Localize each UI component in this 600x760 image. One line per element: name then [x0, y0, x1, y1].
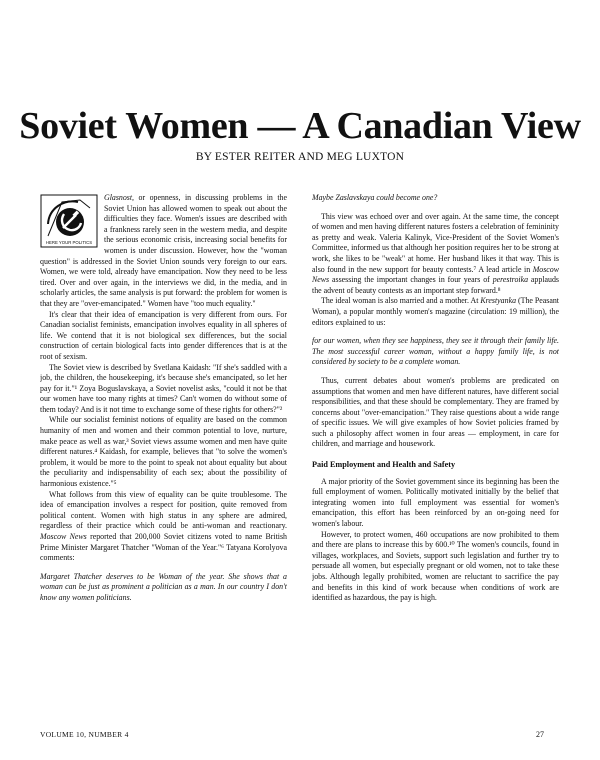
left-column	[40, 193, 287, 713]
paragraph-8: Thus, current debates about women's problems are predicated on assumptions that women and men have different natures, have different social responsibilities, and that these should be complementary. They are framed by concerns about "over-emancipation." They raise questions about a wide range of specific issues. We will give examples of how Soviet policies framed by such a philosophy affect women in four areas — employment, in care for children, and marriage and housework.	[312, 375, 559, 449]
paragraph-3: The Soviet view is described by Svetlana Kaidash: "If she's saddled with a job, the children, the housekeeping, it's because she's emancipated, so let her pay for it."¹ Zoya Boguslavskaya, a Soviet novelist asks, "could it not be that our women have too many rights at times? Can't women do without some of them today? And is it not time to exchange some of these rights for others?"²	[40, 362, 287, 414]
page-number: 27	[536, 730, 544, 739]
paragraph-5-end: reported that 200,000 Soviet citizens voted to name British Prime Minister Margaret Thatcher "Woman of the Year."⁶ Tatyana Korolyova comments:	[40, 532, 287, 563]
article-byline: BY ESTER REITER AND MEG LUXTON	[195, 151, 405, 163]
paragraph-2: It's clear that their idea of emancipation is very different from ours. For Canadian socialist feminists, emancipation involves equality in all spheres of life. We contend that it is not biological sex differences, but the social construction of certain biological facts into gender differences that is at the root of sexism.	[40, 309, 287, 361]
article-title: Soviet Women — A Canadian View	[19, 105, 581, 147]
paragraph-5-start: What follows from this view of equality can be quite troublesome. The idea of emancipation involves a respect for position, quite removed from political content. Women with high status in any sphere are admired, regardless of their practice which could be anti-woman and reactionary.	[40, 489, 287, 531]
logo-caption: HERE YOUR POLITICS	[45, 240, 93, 245]
publication-name: Moscow News	[312, 264, 559, 285]
krestyanka-quote: for our women, when they see happiness, they see it through their family life. The most successful career woman, without a happy family life, is not considered by society to be a complete woman.	[312, 336, 559, 367]
perestroika-term: perestroika	[492, 275, 529, 285]
thatcher-quote: Margaret Thatcher deserves to be Woman of the year. She shows that a woman can be just as prominent a politician as a man. In our country I don't know any women politicians.	[40, 571, 287, 602]
paragraph-1: or openness, in discussing problems in the Soviet Union has allowed women to speak out about the difficulties they face. Women's issues are described with a frankness rarely seen in the western media, and despite the serious economic crisis, increasing social benefits for women is under discussion. However, how the "woman question" is addressed in the Soviet Union sounds very foreign to our ears. Women, we were told, already have emancipation. Now they need to be less tired. Over and over again, in the interviews we did, in the media, and in scholarly articles, the same analysis is put forward: the problem for women is that they are "over-emancipated." Women have "too much equality."	[40, 193, 287, 308]
magazine-name: Krestyanka	[480, 296, 517, 306]
publication-name: Moscow News	[40, 532, 87, 541]
paragraph-10: However, to protect women, 460 occupations are now prohibited to them and there are plans to increase this by 600.¹⁰ The women's councils, found in villages, workplaces, and Soviets, support such legislation and further try to persuade all women, but especially pregnant or old women, not to take these jobs. Although legally prohibited, women are reluctant to sacrifice the pay and benefits in this kind of work because when conditions of work are identified as hazardous, the pay is high.	[312, 529, 559, 603]
paragraph-7-start: The ideal woman is also married and a mother. At	[321, 296, 481, 306]
quote-continuation: Maybe Zaslavskaya could become one?	[312, 193, 438, 202]
paragraph-6-start: This view was echoed over and over again. At the same time, the concept of women and men having different natures fosters a celebration of femininity as pretty and weak. Valeria Kalinyk, Vice-President of the Soviet Women's Committee, informed us that although her position requires her to be strong at work, she likes to be "weak" at home. Her husband likes it that way. This is also found in the new support for beauty contests.⁷ A lead article in	[312, 211, 559, 274]
volume-footer: VOLUME 10, NUMBER 4	[40, 730, 129, 739]
paragraph-7-end: (The Peasant Woman), a popular monthly women's magazine (circulation: 19 million), the editors explained to us:	[312, 296, 559, 327]
lead-word: Glasnost,	[104, 193, 135, 202]
right-column	[312, 193, 559, 713]
paragraph-6-mid: assessing the important changes in four years of	[329, 275, 493, 285]
paragraph-4: While our socialist feminist notions of equality are based on the common humanity of men and women and their common potential to love, nurture, make peace as well as war,³ Soviet views assume women and men have quite different natures.⁴ Kaidash, for example, believes that "to solve the women's problem, it would be more to the point to speak not about equality but about the peculiarity and indispensability of each sex; about the possibility of harmonious existence."⁵	[40, 415, 287, 489]
paragraph-6-end: applauds the advent of beauty contests as an important step forward.⁸	[312, 275, 559, 295]
hammer-sickle-icon	[40, 194, 98, 248]
paragraph-9: A major priority of the Soviet government since its beginning has been the full employment of women. Politically motivated initially by the belief that integrating women into full employment was essential for women's emancipation, this effort has been reinforced by an on-going need for women's labour.	[312, 476, 559, 529]
section-heading: Paid Employment and Health and Safety	[312, 460, 456, 470]
hammer-sickle-logo	[40, 194, 98, 248]
